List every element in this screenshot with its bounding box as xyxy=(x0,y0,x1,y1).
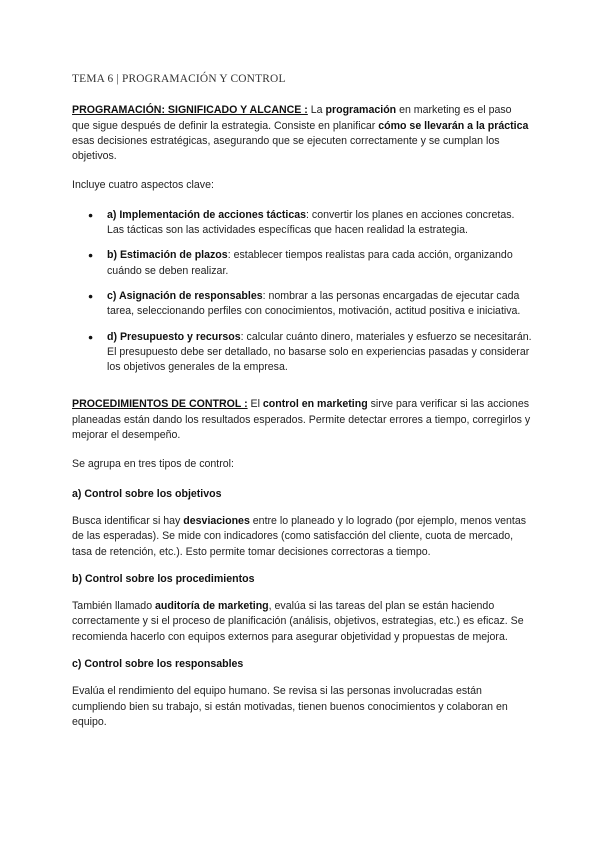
intro-highlight: programación xyxy=(325,104,397,117)
intro-text: esas decisiones estratégicas, asegurando que se ejecuten correctamente y se cumplan los objetivos. xyxy=(72,134,500,163)
list-item xyxy=(72,208,532,239)
body-text: , evalúa si las tareas del plan se están haciendo correctamente y si el proceso de planificación (análisis, objetivos, estrategias, etc.) es eficaz. Se recomienda hacerlo con equipos externos para asegurar objetividad y propuestas de mejora. xyxy=(72,600,524,643)
control-intro xyxy=(72,397,532,443)
item-label: a) Implementación de acciones tácticas xyxy=(107,208,307,221)
item-label: b) Estimación de plazos xyxy=(107,249,228,262)
control-responsables-heading: c) Control sobre los responsables xyxy=(72,658,244,671)
list-item xyxy=(72,248,532,279)
body-highlight: auditoría de marketing xyxy=(155,600,269,613)
aspects-list xyxy=(72,208,532,376)
item-text: : establecer tiempos realistas para cada acción, organizando cuándo se deben realizar. xyxy=(107,249,513,277)
control-title: PROCEDIMIENTOS DE CONTROL : xyxy=(72,398,248,411)
item-label: c) Asignación de responsables xyxy=(107,289,263,302)
body-highlight: desviaciones xyxy=(183,514,250,527)
item-label: d) Presupuesto y recursos xyxy=(107,330,241,343)
programacion-intro xyxy=(72,103,532,164)
control-objetivos-text xyxy=(72,514,532,560)
control-responsables-text: Evalúa el rendimiento del equipo humano. Se revisa si las personas involucradas están cumpliendo bien su trabajo, si están motivadas, tienen buenos conocimientos y colaboran en equipo. xyxy=(72,685,508,728)
item-text: : calcular cuánto dinero, materiales y esfuerzo se necesitarán. El presupuesto debe ser detallado, no basarse solo en experiencias pasadas y considerar los objetivos generales de la empresa. xyxy=(107,330,532,374)
intro-highlight: control en marketing xyxy=(262,398,368,411)
aspects-lead: Incluye cuatro aspectos clave: xyxy=(72,179,214,192)
intro-text: sirve para verificar si las acciones planeadas están dando los resultados esperados. Permite detectar errores a tiempo, corregirlos y mejorar el desempeño. xyxy=(72,398,531,442)
page-header: TEMA 6 | PROGRAMACIÓN Y CONTROL xyxy=(72,73,286,85)
body-text: También llamado xyxy=(72,600,156,613)
intro-text: La xyxy=(307,104,326,117)
item-text: : nombrar a las personas encargadas de ejecutar cada tarea, seleccionando perfiles con conocimientos, motivación, actitud positiva e iniciativa. xyxy=(107,289,521,318)
control-objetivos-heading: a) Control sobre los objetivos xyxy=(72,487,222,500)
document-page xyxy=(72,68,532,742)
control-procedimientos-heading: b) Control sobre los procedimientos xyxy=(72,572,255,585)
list-item xyxy=(72,330,532,376)
programacion-title: PROGRAMACIÓN: SIGNIFICADO Y ALCANCE : xyxy=(72,104,308,117)
control-procedimientos-text xyxy=(72,599,532,645)
body-text: Busca identificar si hay xyxy=(72,514,184,527)
control-types-lead: Se agrupa en tres tipos de control: xyxy=(72,458,234,471)
intro-text: El xyxy=(247,398,263,411)
list-item xyxy=(72,289,532,320)
intro-text: en marketing es el paso que sigue después de definir la estrategia. Consiste en planificar xyxy=(72,104,512,132)
item-text: : convertir los planes en acciones concretas. Las tácticas son las actividades específicas que hacen realidad la estrategia. xyxy=(107,208,515,237)
intro-highlight: cómo se llevarán a la práctica xyxy=(378,119,529,132)
body-text: entre lo planeado y lo logrado (por ejemplo, menos ventas de las esperadas). Se mide con indicadores (como satisfacción del cliente, cuota de mercado, tasa de retención, etc.). Esto permite tomar decisiones correctoras a tiempo. xyxy=(72,514,527,558)
